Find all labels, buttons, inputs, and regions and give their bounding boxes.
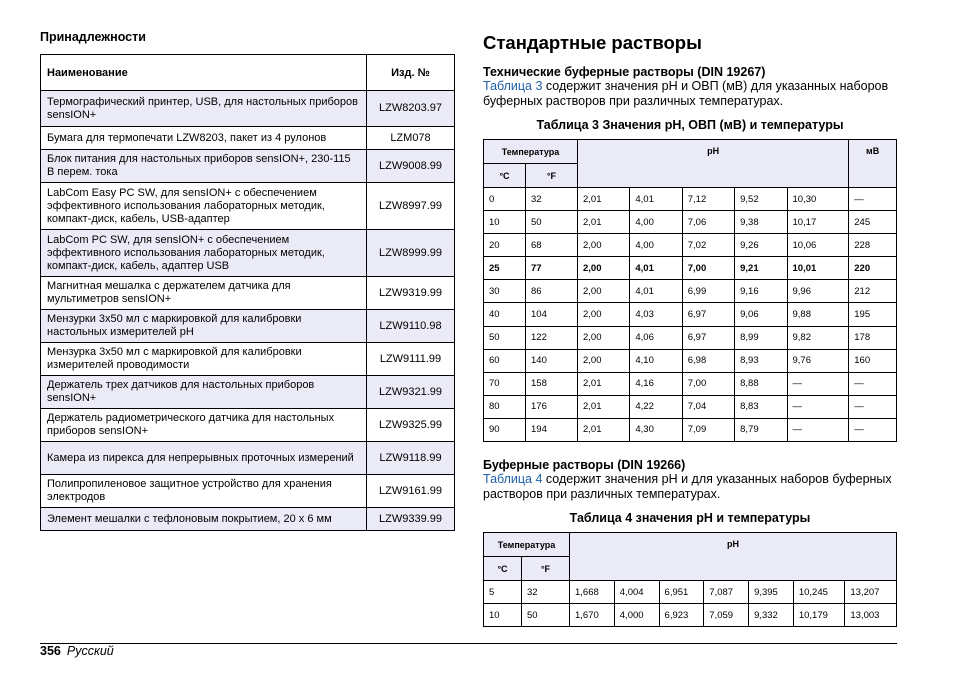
table3-cell: 77 [526,257,578,280]
accessories-section [40,30,455,531]
table4-c-header: °C [484,557,522,581]
table3-cell: 212 [849,280,897,303]
table4 [483,532,897,627]
table3-cell: 9,26 [735,234,787,257]
table3-cell: 20 [484,234,526,257]
col-name-header: Наименование [41,55,367,91]
table3-cell: 50 [526,211,578,234]
table3-cell: 228 [849,234,897,257]
accessory-name: LabCom Easy PC SW, для sensION+ с обеспечением эффективного использования лабораторных методик, компакт-диск, кабель, USB-адаптер [41,183,367,230]
accessories-table [40,54,455,531]
table4-cell: 5 [484,581,522,604]
accessory-row [41,442,455,475]
table3-cell: 50 [484,326,526,349]
table3-cell: 10,06 [787,234,849,257]
accessory-name: Бумага для термопечати LZW8203, пакет из 4 рулонов [41,127,367,150]
table3-cell: 9,06 [735,303,787,326]
table3-cell: 4,16 [630,372,682,395]
table3-cell: 195 [849,303,897,326]
footer-divider [40,643,897,644]
table3-cell: 220 [849,257,897,280]
table3-cell: 140 [526,349,578,372]
table3-cell: 25 [484,257,526,280]
accessory-row [41,475,455,508]
accessory-code: LZW8203.97 [367,91,455,127]
table3-cell: 4,03 [630,303,682,326]
table4-link[interactable]: Таблица 4 [483,472,543,487]
table3-cell: 178 [849,326,897,349]
accessory-code: LZW9161.99 [367,475,455,508]
table3-cell: 6,98 [682,349,734,372]
table3-c-header: °C [484,164,526,188]
accessory-row [41,91,455,127]
accessory-code: LZM078 [367,127,455,150]
tech-buffers-body: содержит значения pH и ОВП (мВ) для указанных наборов буферных растворов при различных температурах. [483,79,889,108]
accessory-name: Блок питания для настольных приборов sensION+, 230-115 В перем. тока [41,150,367,183]
table4-cell: 1,670 [570,604,615,627]
table3-cell: — [787,395,849,418]
tech-buffers-text [483,79,897,109]
table3-cell: 2,01 [578,372,630,395]
table3-cell: 4,22 [630,395,682,418]
buffers-body: содержит значения pH и для указанных наборов буферных растворов при различных температурах. [483,472,892,502]
table3-cell: 2,00 [578,257,630,280]
table3-row [484,349,897,372]
table3-cell: 4,00 [630,211,682,234]
table4-cell: 9,395 [749,581,794,604]
accessory-code: LZW9110.98 [367,310,455,343]
table3-cell: 9,52 [735,188,787,211]
accessory-code: LZW9339.99 [367,508,455,531]
table3-cell: 10,01 [787,257,849,280]
accessory-name: Полипропиленовое защитное устройство для хранения электродов [41,475,367,508]
accessory-row [41,230,455,277]
accessory-name: Элемент мешалки с тефлоновым покрытием, 20 x 6 мм [41,508,367,531]
accessory-code: LZW9321.99 [367,376,455,409]
table3-link[interactable]: Таблица 3 [483,79,543,93]
table4-cell: 7,059 [704,604,749,627]
table3-cell: — [849,188,897,211]
table4-cell: 1,668 [570,581,615,604]
table3-cell: 8,93 [735,349,787,372]
table3-cell: 7,12 [682,188,734,211]
table3-cell: 9,96 [787,280,849,303]
accessory-name: Мензурки 3x50 мл с маркировкой для калибровки настольных измерителей pH [41,310,367,343]
table4-cell: 13,207 [845,581,897,604]
table3-cell: 86 [526,280,578,303]
table3-header-row [484,140,897,164]
buffers-heading: Буферные растворы (DIN 19266) [483,458,686,473]
table3-cell: 2,00 [578,303,630,326]
table3-cell: 4,01 [630,280,682,303]
accessory-row [41,127,455,150]
table4-row [484,604,897,627]
table3-cell: 2,00 [578,349,630,372]
table3-cell: 68 [526,234,578,257]
table3-cell: 70 [484,372,526,395]
table3-cell: 40 [484,303,526,326]
table4-header-row [484,533,897,557]
table3-cell: 10 [484,211,526,234]
table3-cell: 2,01 [578,188,630,211]
page-title: Стандартные растворы [483,32,702,53]
table3-row [484,395,897,418]
table3-cell: 2,01 [578,211,630,234]
table4-temp-header: Температура [484,533,570,557]
table3-cell: 9,16 [735,280,787,303]
table4-cell: 10,245 [793,581,845,604]
accessory-name: Термографический принтер, USB, для настольных приборов sensION+ [41,91,367,127]
table3-cell: 7,04 [682,395,734,418]
accessory-row [41,508,455,531]
table4-cell: 9,332 [749,604,794,627]
table4-body [484,581,897,627]
table3-cell: 7,06 [682,211,734,234]
table3-cell: 7,00 [682,372,734,395]
table3-cell: 9,21 [735,257,787,280]
accessory-name: LabCom PC SW, для sensION+ с обеспечением эффективного использования лабораторных методик, компакт-диск, кабель, адаптер USB [41,230,367,277]
table3-cell: 4,10 [630,349,682,372]
table4-caption: Таблица 4 значения pH и температуры [569,511,811,526]
table3-cell: 9,88 [787,303,849,326]
table3-cell: 9,38 [735,211,787,234]
table3-cell: 8,99 [735,326,787,349]
table3-cell: — [849,395,897,418]
table4-cell: 7,087 [704,581,749,604]
table3-cell: 2,00 [578,280,630,303]
table3-row [484,188,897,211]
table3-body [484,188,897,442]
table4-row [484,581,897,604]
table3-cell: 32 [526,188,578,211]
table3-cell: 90 [484,418,526,441]
table3-cell: 176 [526,395,578,418]
accessory-name: Держатель трех датчиков для настольных приборов sensION+ [41,376,367,409]
table3-row [484,372,897,395]
table3-cell: 245 [849,211,897,234]
table3-row [484,303,897,326]
table3-cell: 8,83 [735,395,787,418]
tech-buffers-heading: Технические буферные растворы (DIN 19267) [483,65,766,79]
table3 [483,139,897,442]
table4-cell: 32 [522,581,570,604]
table3-cell: 10,17 [787,211,849,234]
table3-cell: 2,00 [578,234,630,257]
table3-cell: 30 [484,280,526,303]
accessories-heading: Принадлежности [40,30,146,44]
accessory-row [41,376,455,409]
footer-language: Русский [66,644,114,658]
accessory-code: LZW9325.99 [367,409,455,442]
table3-cell: — [849,372,897,395]
accessory-row [41,409,455,442]
table3-cell: 2,01 [578,395,630,418]
table3-cell: 60 [484,349,526,372]
buffers-text [483,472,897,502]
table3-cell: 6,99 [682,280,734,303]
table3-cell: — [787,418,849,441]
accessory-row [41,150,455,183]
table3-row [484,280,897,303]
table3-cell: 9,82 [787,326,849,349]
table3-ph-header: pH [578,140,849,188]
table4-cell: 50 [522,604,570,627]
accessory-name: Мензурка 3x50 мл с маркировкой для калибровки измерителей проводимости [41,343,367,376]
accessory-code: LZW8999.99 [367,230,455,277]
standards-section [483,30,897,627]
accessory-row [41,343,455,376]
table4-f-header: °F [522,557,570,581]
page-footer [40,644,114,658]
table3-cell: 158 [526,372,578,395]
table4-cell: 6,923 [659,604,704,627]
table3-cell: — [849,418,897,441]
table3-cell: 80 [484,395,526,418]
table3-cell: 7,02 [682,234,734,257]
table4-cell: 10,179 [793,604,845,627]
table3-cell: 2,00 [578,326,630,349]
table3-row [484,257,897,280]
accessory-code: LZW9118.99 [367,442,455,475]
table3-cell: 9,76 [787,349,849,372]
table4-cell: 6,951 [659,581,704,604]
accessory-code: LZW8997.99 [367,183,455,230]
accessory-name: Держатель радиометрического датчика для настольных приборов sensION+ [41,409,367,442]
accessories-body [41,91,455,531]
table3-row [484,418,897,441]
table4-cell: 13,003 [845,604,897,627]
table3-cell: 6,97 [682,303,734,326]
page-number: 356 [40,644,61,658]
table3-row [484,326,897,349]
accessory-code: LZW9111.99 [367,343,455,376]
accessory-row [41,183,455,230]
table4-cell: 4,000 [614,604,659,627]
table3-cell: 7,00 [682,257,734,280]
accessories-header-row [41,55,455,91]
table3-temp-header: Температура [484,140,578,164]
table3-cell: 194 [526,418,578,441]
table3-cell: 122 [526,326,578,349]
accessory-code: LZW9319.99 [367,277,455,310]
table3-cell: 10,30 [787,188,849,211]
table3-row [484,211,897,234]
table4-cell: 4,004 [614,581,659,604]
table3-cell: 4,30 [630,418,682,441]
table3-mv-header: мВ [849,140,897,188]
table3-cell: 104 [526,303,578,326]
table4-ph-header: pH [570,533,897,581]
table3-cell: 7,09 [682,418,734,441]
table3-cell: 4,01 [630,257,682,280]
accessory-name: Камера из пирекса для непрерывных проточных измерений [41,442,367,475]
table3-cell: — [787,372,849,395]
table3-cell: 4,01 [630,188,682,211]
table3-cell: 0 [484,188,526,211]
table4-cell: 10 [484,604,522,627]
accessory-name: Магнитная мешалка с держателем датчика для мультиметров sensION+ [41,277,367,310]
accessory-row [41,277,455,310]
table3-row [484,234,897,257]
table3-cell: 6,97 [682,326,734,349]
table3-cell: 2,01 [578,418,630,441]
table3-cell: 8,79 [735,418,787,441]
table3-cell: 8,88 [735,372,787,395]
accessory-row [41,310,455,343]
table3-cell: 4,06 [630,326,682,349]
table3-f-header: °F [526,164,578,188]
accessory-code: LZW9008.99 [367,150,455,183]
table3-caption: Таблица 3 Значения pH, ОВП (мВ) и температуры [536,118,844,132]
col-code-header: Изд. № [367,55,455,91]
table3-cell: 160 [849,349,897,372]
table3-cell: 4,00 [630,234,682,257]
